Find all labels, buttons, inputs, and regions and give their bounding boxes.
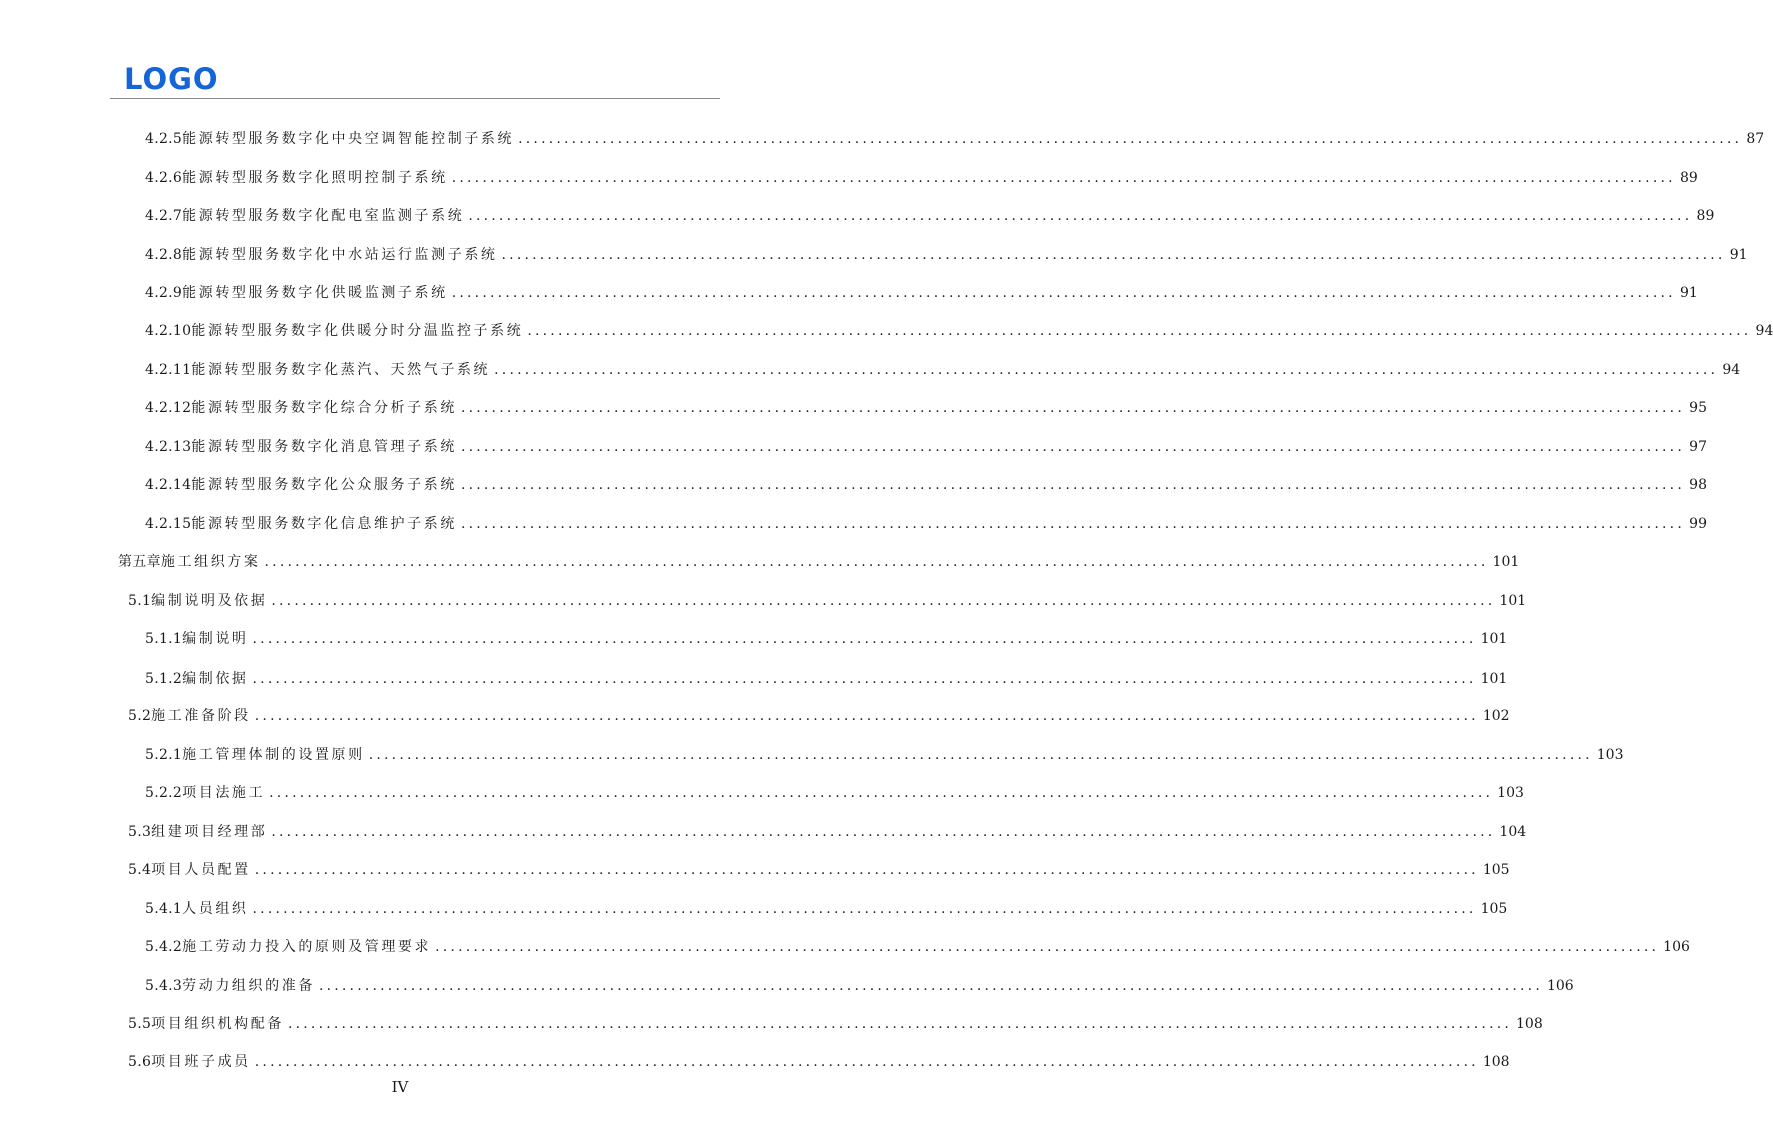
- toc-entry-number: 5.6: [128, 1054, 152, 1070]
- toc-entry-leader: ................................................................................................................................................................: [460, 439, 1685, 455]
- toc-entry-title: 施工组织方案: [160, 554, 261, 570]
- toc-entry[interactable]: [145, 476, 1707, 494]
- toc-entry-page: 101: [1492, 554, 1520, 570]
- toc-entry-title: 编制说明: [182, 631, 249, 647]
- logo: LOGO: [124, 62, 219, 96]
- toc-entry-leader: ................................................................................................................................................................: [271, 593, 1496, 609]
- toc-entry-leader: ................................................................................................................................................................: [252, 631, 1477, 647]
- toc-entry-leader: ................................................................................................................................................................: [271, 824, 1496, 840]
- toc-entry-title: 能源转型服务数字化中央空调智能控制子系统: [182, 131, 515, 147]
- toc-entry-number: 4.2.7: [145, 208, 183, 224]
- toc-entry[interactable]: [145, 284, 1698, 302]
- toc-entry-leader: ................................................................................................................................................................: [494, 362, 1719, 378]
- toc-entry-title: 项目法施工: [182, 785, 266, 801]
- toc-entry-title: 能源转型服务数字化信息维护子系统: [191, 516, 457, 532]
- toc-entry[interactable]: [145, 977, 1574, 995]
- toc-entry[interactable]: [145, 361, 1741, 379]
- toc-entry-leader: ................................................................................................................................................................: [264, 554, 1489, 570]
- toc-entry[interactable]: [145, 169, 1698, 187]
- toc-entry-title: 能源转型服务数字化中水站运行监测子系统: [182, 247, 498, 263]
- toc-entry-leader: ................................................................................................................................................................: [287, 1016, 1513, 1032]
- toc-entry-title: 能源转型服务数字化供暖分时分温监控子系统: [191, 323, 524, 339]
- toc-entry-number: 4.2.13: [145, 439, 192, 455]
- toc-entry-leader: ................................................................................................................................................................: [254, 708, 1479, 724]
- toc-entry-title: 施工准备阶段: [151, 708, 251, 724]
- toc-entry[interactable]: [145, 784, 1524, 802]
- toc-entry[interactable]: [145, 746, 1624, 764]
- toc-entry-title: 人员组织: [182, 901, 249, 917]
- page-number: IV: [391, 1078, 409, 1096]
- toc-entry-title: 组建项目经理部: [151, 824, 268, 840]
- toc-entry[interactable]: [128, 707, 1510, 725]
- toc-entry-page: 106: [1546, 978, 1574, 994]
- toc-entry-number: 4.2.12: [145, 400, 192, 416]
- toc-entry-number: 4.2.15: [145, 516, 192, 532]
- toc-entry-page: 101: [1499, 593, 1527, 609]
- toc-entry[interactable]: [145, 246, 1748, 264]
- toc-entry-number: 4.2.14: [145, 477, 192, 493]
- toc-entry-leader: ................................................................................................................................................................: [254, 1054, 1479, 1070]
- toc-entry-number: 第五章: [118, 554, 161, 570]
- toc-entry-page: 101: [1480, 671, 1508, 687]
- toc-entry-number: 5.1.2: [145, 671, 183, 687]
- toc-entry-page: 106: [1663, 939, 1690, 955]
- toc-entry-page: 108: [1482, 1054, 1510, 1070]
- toc-entry-page: 89: [1679, 170, 1698, 186]
- toc-entry-page: 101: [1480, 631, 1508, 647]
- toc-entry-page: 97: [1689, 439, 1707, 455]
- toc-entry-page: 87: [1746, 131, 1765, 147]
- toc-entry-number: 5.2.2: [145, 785, 183, 801]
- toc-entry[interactable]: [128, 1015, 1543, 1033]
- toc-entry-number: 5.5: [128, 1016, 152, 1032]
- toc-entry[interactable]: [145, 900, 1508, 918]
- toc-entry-leader: ................................................................................................................................................................: [460, 516, 1685, 532]
- toc-entry-number: 4.2.6: [145, 170, 183, 186]
- toc-entry-number: 4.2.9: [145, 285, 183, 301]
- toc-entry-leader: ................................................................................................................................................................: [518, 131, 1743, 147]
- toc-entry-page: 94: [1755, 323, 1773, 339]
- toc-entry[interactable]: [145, 207, 1715, 225]
- toc-entry-page: 105: [1480, 901, 1508, 917]
- toc-entry-title: 能源转型服务数字化公众服务子系统: [191, 477, 457, 493]
- toc-entry-page: 102: [1482, 708, 1510, 724]
- toc-entry[interactable]: [145, 130, 1765, 148]
- toc-entry-page: 94: [1722, 362, 1741, 378]
- toc-entry-page: 103: [1497, 785, 1524, 801]
- toc-entry[interactable]: [128, 1053, 1510, 1071]
- toc-entry-page: 95: [1689, 400, 1707, 416]
- toc-entry-number: 4.2.10: [145, 323, 192, 339]
- toc-entry-number: 4.2.11: [145, 362, 192, 378]
- toc-entry-page: 89: [1696, 208, 1715, 224]
- toc-entry-page: 99: [1689, 516, 1707, 532]
- toc-entry-leader: ................................................................................................................................................................: [318, 978, 1543, 994]
- toc-entry[interactable]: [128, 861, 1510, 879]
- toc-entry-leader: ................................................................................................................................................................: [252, 671, 1477, 687]
- toc-entry-number: 5.1.1: [145, 631, 183, 647]
- toc-entry-leader: ................................................................................................................................................................: [252, 901, 1477, 917]
- toc-entry-page: 108: [1516, 1016, 1543, 1032]
- toc-entry-number: 5.4: [128, 862, 152, 878]
- toc-entry-title: 编制说明及依据: [151, 593, 268, 609]
- toc-entry-title: 施工劳动力投入的原则及管理要求: [182, 939, 432, 955]
- toc-entry-page: 103: [1596, 747, 1624, 763]
- toc-entry-leader: ................................................................................................................................................................: [451, 170, 1676, 186]
- toc-entry-number: 5.3: [128, 824, 152, 840]
- toc-entry-leader: ................................................................................................................................................................: [468, 208, 1693, 224]
- toc-entry-title: 能源转型服务数字化照明控制子系统: [182, 170, 448, 186]
- toc-entry-title: 编制依据: [182, 671, 249, 687]
- toc-entry-page: 105: [1482, 862, 1510, 878]
- toc-entry-leader: ................................................................................................................................................................: [451, 285, 1676, 301]
- toc-entry-page: 98: [1689, 477, 1707, 493]
- toc-entry-title: 项目人员配置: [151, 862, 251, 878]
- toc-entry-title: 能源转型服务数字化消息管理子系统: [191, 439, 457, 455]
- toc-entry[interactable]: [145, 322, 1773, 340]
- toc-entry-title: 能源转型服务数字化配电室监测子系统: [182, 208, 465, 224]
- toc-entry[interactable]: [128, 592, 1527, 610]
- toc-entry-leader: ................................................................................................................................................................: [254, 862, 1479, 878]
- toc-entry-number: 5.4.3: [145, 978, 183, 994]
- toc-entry-title: 能源转型服务数字化供暖监测子系统: [182, 285, 448, 301]
- toc-entry-number: 5.4.1: [145, 901, 183, 917]
- toc-entry[interactable]: [145, 938, 1690, 956]
- toc-entry-title: 能源转型服务数字化蒸汽、天然气子系统: [191, 362, 491, 378]
- toc-entry-leader: ................................................................................................................................................................: [501, 247, 1726, 263]
- toc-entry[interactable]: [145, 630, 1508, 648]
- toc-entry-leader: ................................................................................................................................................................: [460, 477, 1685, 493]
- toc-entry-number: 4.2.8: [145, 247, 183, 263]
- toc-entry-page: 104: [1499, 824, 1527, 840]
- toc-entry-page: 91: [1679, 285, 1698, 301]
- toc-entry[interactable]: [145, 670, 1508, 688]
- toc-entry-leader: ................................................................................................................................................................: [527, 323, 1752, 339]
- toc-entry-title: 项目班子成员: [151, 1054, 251, 1070]
- toc-entry-page: 91: [1729, 247, 1748, 263]
- toc-entry-leader: ................................................................................................................................................................: [368, 747, 1593, 763]
- toc-entry-title: 项目组织机构配备: [151, 1016, 284, 1032]
- toc-entry-number: 5.4.2: [145, 939, 183, 955]
- toc-entry-leader: ................................................................................................................................................................: [435, 939, 1660, 955]
- toc-entry-leader: ................................................................................................................................................................: [269, 785, 1494, 801]
- toc-entry[interactable]: [145, 515, 1707, 533]
- toc-entry-leader: ................................................................................................................................................................: [460, 400, 1685, 416]
- toc-entry[interactable]: [145, 399, 1707, 417]
- toc-entry-number: 5.1: [128, 593, 152, 609]
- toc-entry[interactable]: [128, 823, 1527, 841]
- toc-entry-title: 能源转型服务数字化综合分析子系统: [191, 400, 457, 416]
- header-divider: [110, 98, 720, 99]
- toc-entry-number: 4.2.5: [145, 131, 183, 147]
- toc-entry-number: 5.2: [128, 708, 152, 724]
- toc-entry-title: 劳动力组织的准备: [182, 978, 315, 994]
- toc-entry-title: 施工管理体制的设置原则: [182, 747, 365, 763]
- toc-entry[interactable]: [118, 553, 1520, 571]
- toc-entry[interactable]: [145, 438, 1707, 456]
- toc-entry-number: 5.2.1: [145, 747, 183, 763]
